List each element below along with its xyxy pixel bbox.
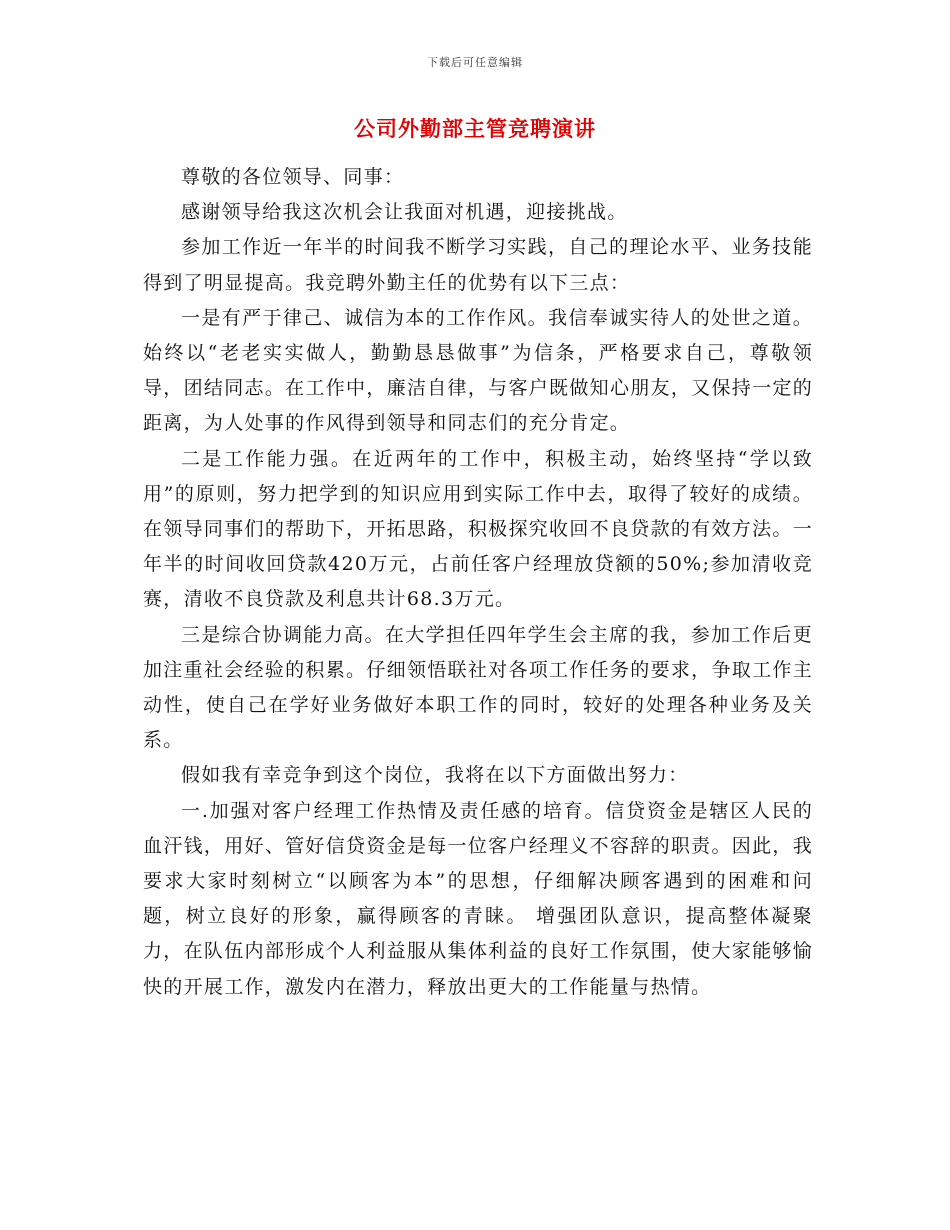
- paragraph-thanks: 感谢领导给我这次机会让我面对机遇，迎接挑战。: [181, 201, 628, 224]
- paragraph-plan-intro: 假如我有幸竞争到这个岗位，我将在以下方面做出努力：: [181, 764, 689, 787]
- paragraph-plan-one: 一.加强对客户经理工作热情及责任感的培育。信贷资金是辖区人民的血汗钱，用好、管好信贷资金是每一位客户经理义不容辞的职责。因此，我要求大家时刻树立“以顾客为本”的思想，仔细解决顾客遇到的困难和问题，树立良好的形象，赢得顾客的青睐。 增强团队意识，提高整体凝聚力，在队伍内部形成个人利益服从集体利益的良好工作氛围，使大家能够愉快的开展工作，激发内在潜力，释放出更大的工作能量与热情。: [143, 799, 813, 998]
- paragraph-greeting: 尊敬的各位领导、同事：: [181, 166, 405, 188]
- paragraph-intro: 参加工作近一年半的时间我不断学习实践，自己的理论水平、业务技能得到了明显提高。我竞聘外勤主任的优势有以下三点：: [143, 236, 813, 294]
- document-title: 公司外勤部主管竞聘演讲: [354, 116, 596, 141]
- paragraph-point-two: 二是工作能力强。在近两年的工作中，积极主动，始终坚持“学以致用”的原则，努力把学到的知识应用到实际工作中去，取得了较好的成绩。在领导同事们的帮助下，开拓思路，积极探究收回不良贷款的有效方法。一年半的时间收回贷款420万元，占前任客户经理放贷额的50%;参加清收竞赛，清收不良贷款及利息共计68.3万元。: [143, 447, 813, 611]
- document-body: [143, 160, 813, 1005]
- page-header-note: 下载后可任意编辑: [427, 56, 523, 69]
- paragraph-point-one: 一是有严于律己、诚信为本的工作作风。我信奉诚实待人的处世之道。始终以“老老实实做人，勤勤恳恳做事”为信条，严格要求自己，尊敬领导，团结同志。在工作中，廉洁自律，与客户既做知心朋友，又保持一定的距离，为人处事的作风得到领导和同志们的充分肯定。: [143, 306, 813, 435]
- paragraph-point-three: 三是综合协调能力高。在大学担任四年学生会主席的我，参加工作后更加注重社会经验的积累。仔细领悟联社对各项工作任务的要求，争取工作主动性，使自己在学好业务做好本职工作的同时，较好的处理各种业务及关系。: [143, 623, 813, 752]
